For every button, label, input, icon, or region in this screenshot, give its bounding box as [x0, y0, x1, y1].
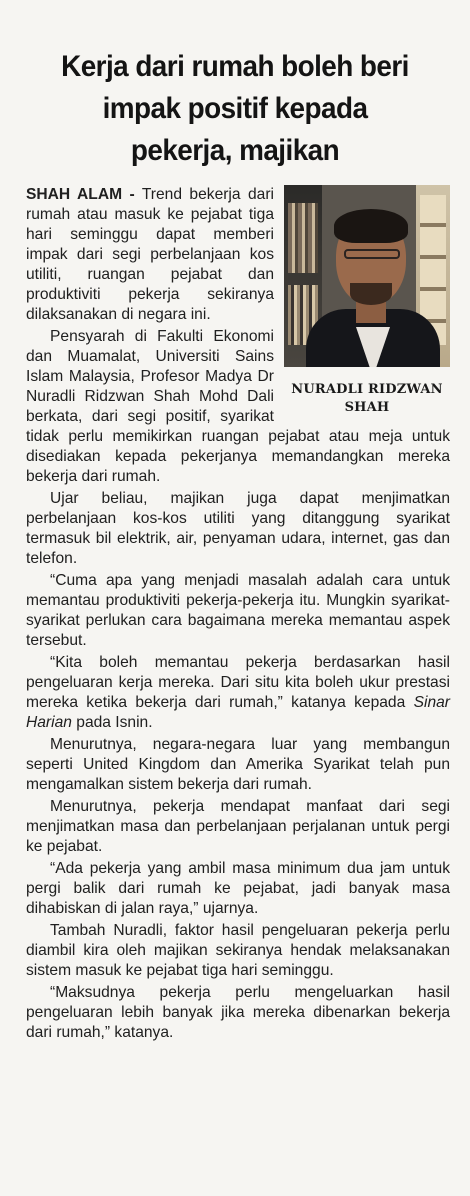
publication-name: Sinar Harian: [26, 694, 450, 731]
article-body: [26, 185, 450, 1045]
paragraph-3: Ujar beliau, majikan juga dapat menjimatkan perbelanjaan kos-kos utiliti yang ditanggung syarikat termasuk bil elektrik, air, penyaman udara, internet, gas dan telefon.: [26, 490, 450, 567]
caption-line-1: NURADLI RIDZWAN: [291, 382, 443, 397]
photo-caption: [284, 381, 450, 417]
paragraph-5-text-a: “Kita boleh memantau pekerja berdasarkan hasil pengeluaran kerja mereka. Dari situ kita boleh ukur prestasi mereka ketika bekerja dari rumah,” katanya kepada: [26, 654, 450, 711]
paragraph-4: “Cuma apa yang menjadi masalah adalah cara untuk memantau produktiviti pekerja-pekerja itu. Mungkin syarikat-syarikat perlukan cara bagaimana mereka memantau aspek tersebut.: [26, 572, 450, 649]
dateline: SHAH ALAM -: [26, 186, 135, 203]
caption-line-2: SHAH: [344, 400, 390, 415]
paragraph-2: Pensyarah di Fakulti Ekonomi dan Muamalat, Universiti Sains Islam Malaysia, Profesor Madya Dr Nuradli Ridzwan Shah Mohd Dali berkata, dari segi positif, syarikat tidak perlu memikirkan ruangan pejabat atau meja untuk disediakan kepada pekerjanya memandangkan mereka bekerja dari rumah.: [26, 328, 450, 485]
paragraph-6: Menurutnya, negara-negara luar yang membangun seperti United Kingdom dan Amerika Syarikat telah pun mengamalkan sistem bekerja dari rumah.: [26, 736, 450, 793]
headline: [16, 46, 453, 172]
portrait-photo: [284, 185, 450, 367]
headline-line-2: impak positif kepada: [102, 92, 368, 126]
paragraph-8: “Ada pekerja yang ambil masa minimum dua jam untuk pergi balik dari rumah ke pejabat, jadi banyak masa dihabiskan di jalan raya,” ujarnya.: [26, 860, 450, 917]
headline-line-3: pekerja, majikan: [130, 134, 340, 168]
paragraph-1-text: Trend bekerja dari rumah atau masuk ke pejabat tiga hari seminggu dapat memberi impak dari segi perbelanjaan kos utiliti, ruangan pejabat dan produktiviti pekerja sekiranya dilaksanakan di negara ini.: [26, 186, 274, 323]
headline-line-1: Kerja dari rumah boleh beri: [61, 50, 409, 84]
paragraph-5-text-b: pada Isnin.: [71, 714, 153, 731]
paragraph-9: Tambah Nuradli, faktor hasil pengeluaran pekerja perlu diambil kira oleh majikan sekiranya hendak melaksanakan sistem masuk ke pejabat tiga hari seminggu.: [26, 922, 450, 979]
paragraph-5: [26, 653, 450, 733]
paragraph-7: Menurutnya, pekerja mendapat manfaat dari segi menjimatkan masa dan perbelanjaan perjalanan untuk pergi ke pejabat.: [26, 798, 450, 855]
photo-block: [284, 185, 450, 417]
paragraph-10: “Maksudnya pekerja perlu mengeluarkan hasil pengeluaran lebih banyak jika mereka dibenarkan bekerja dari rumah,” katanya.: [26, 984, 450, 1041]
